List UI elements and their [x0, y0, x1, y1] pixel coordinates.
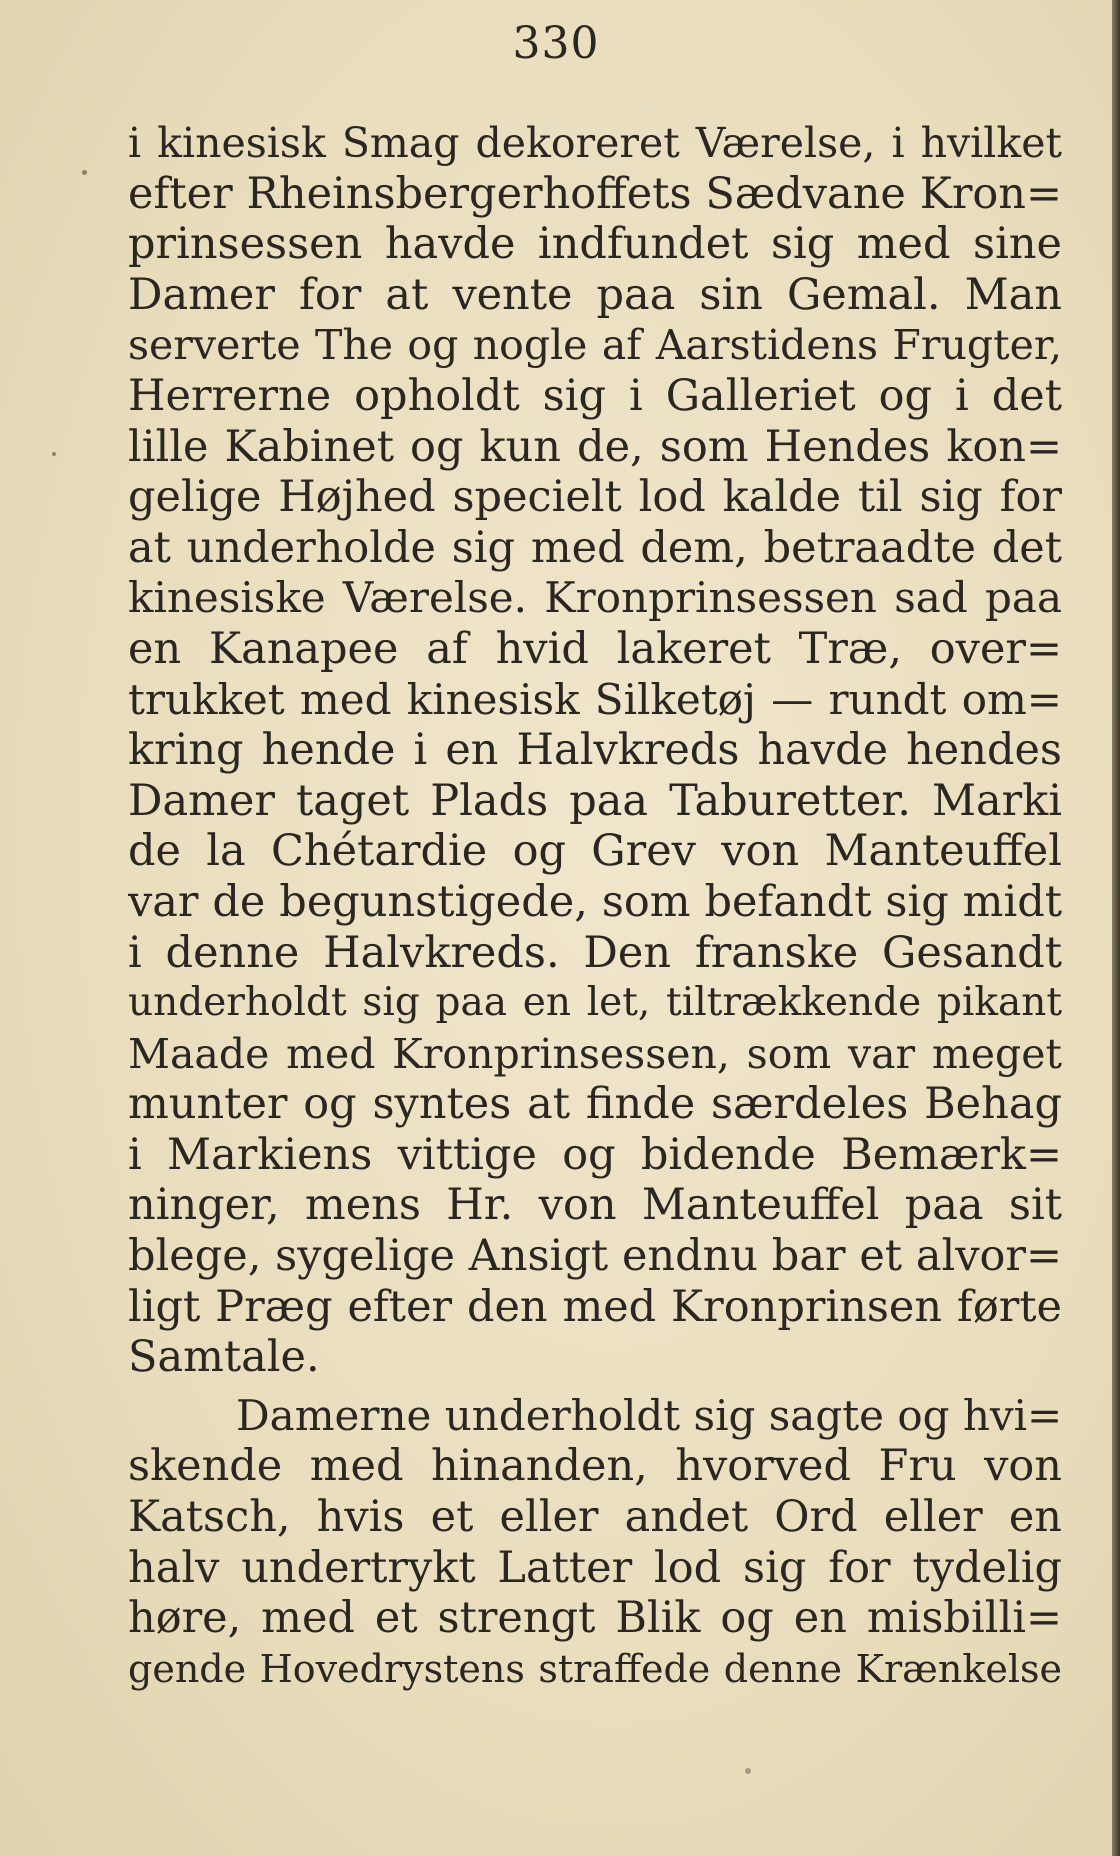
text-line: kinesiske Værelse. Kronprinsessen sad paa	[128, 573, 1062, 623]
page-number: 330	[512, 18, 600, 69]
text-line: serverte The og nogle af Aarstidens Frugter,	[128, 321, 1062, 370]
text-line: Herrerne opholdt sig i Galleriet og i det	[128, 370, 1062, 421]
text-line: underholdt sig paa en let, tiltrækkende pikant	[128, 980, 1062, 1026]
text-line: de la Chétardie og Grev von Manteuffel	[128, 826, 1062, 877]
text-line: høre, med et strengt Blik og en misbilli=	[128, 1593, 1062, 1644]
text-line: efter Rheinsbergerhoffets Sædvane Kron=	[128, 168, 1062, 219]
text-line: Damer taget Plads paa Taburetter. Marki	[128, 775, 1062, 826]
text-line: blege, sygelige Ansigt endnu bar et alvor=	[128, 1231, 1062, 1282]
paper-speck	[745, 1768, 751, 1774]
paragraph-start-line: Damerne underholdt sig sagte og hvi=	[236, 1390, 1062, 1440]
text-line: gelige Højhed specielt lod kalde til sig for	[128, 472, 1062, 523]
text-line: i kinesisk Smag dekoreret Værelse, i hvilket	[128, 119, 1062, 167]
text-line: var de begunstigede, som befandt sig midt	[128, 876, 1062, 927]
paper-speck	[52, 452, 56, 456]
body-text	[128, 118, 1062, 1694]
text-line: kring hende i en Halvkreds havde hendes	[128, 725, 1062, 776]
text-line: i Markiens vittige og bidende Bemærk=	[128, 1129, 1062, 1180]
text-line: i denne Halvkreds. Den franske Gesandt	[128, 927, 1062, 978]
text-line: Maade med Kronprinsessen, som var meget	[128, 1029, 1062, 1078]
text-line: halv undertrykt Latter lod sig for tydelig	[128, 1542, 1062, 1593]
page-edge-shadow	[1112, 0, 1120, 1856]
text-line: ligt Præg efter den med Kronprinsen førte	[128, 1281, 1062, 1332]
text-line: munter og syntes at finde særdeles Behag	[128, 1079, 1062, 1130]
text-line: trukket med kinesisk Silketøj — rundt om=	[128, 674, 1062, 724]
text-line: lille Kabinet og kun de, som Hendes kon=	[128, 421, 1062, 472]
text-line: ninger, mens Hr. von Manteuffel paa sit	[128, 1180, 1062, 1231]
text-line: gende Hovedrystens straffede denne Krænkelse	[128, 1646, 1062, 1691]
text-line: en Kanapee af hvid lakeret Træ, over=	[128, 623, 1062, 674]
text-line: skende med hinanden, hvorved Fru von	[128, 1441, 1062, 1492]
text-line: Damer for at vente paa sin Gemal. Man	[128, 269, 1062, 320]
paper-speck	[82, 170, 87, 175]
paragraph-end-line: Samtale.	[128, 1332, 320, 1383]
text-line: Katsch, hvis et eller andet Ord eller en	[128, 1492, 1062, 1543]
text-line: prinsessen havde indfundet sig med sine	[128, 219, 1062, 270]
text-line: at underholde sig med dem, betraadte det	[128, 522, 1062, 573]
